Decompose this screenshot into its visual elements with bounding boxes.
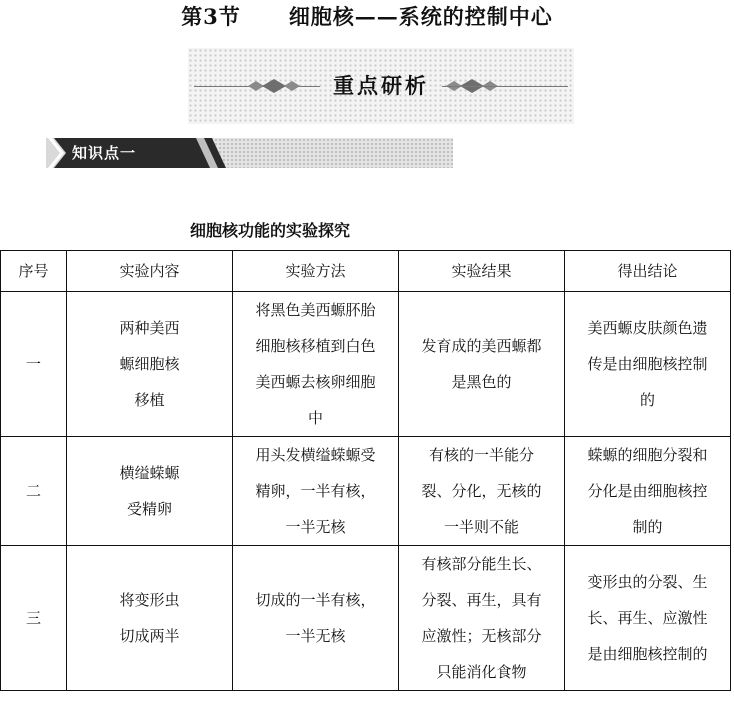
text-line: 移植 bbox=[134, 391, 165, 409]
experiment-content bbox=[67, 292, 233, 437]
text-line: 裂、分化，无核的 bbox=[421, 482, 542, 500]
text-line: 两种美西 bbox=[119, 319, 180, 337]
table-row bbox=[1, 546, 731, 691]
text-line: 长、再生、应激性 bbox=[587, 609, 708, 627]
experiment-content bbox=[67, 437, 233, 546]
experiment-method bbox=[233, 546, 399, 691]
text-line: 将变形虫 bbox=[119, 591, 180, 609]
text-line: 制的 bbox=[632, 518, 663, 536]
experiment-method bbox=[233, 292, 399, 437]
experiment-result bbox=[399, 292, 565, 437]
text-line: 只能消化食物 bbox=[436, 663, 527, 681]
table-row bbox=[1, 292, 731, 437]
experiment-table bbox=[0, 250, 731, 691]
experiment-method bbox=[233, 437, 399, 546]
text-line: 分化是由细胞核控 bbox=[587, 482, 708, 500]
header-index: 序号 bbox=[1, 251, 67, 292]
chapter-title bbox=[0, 4, 734, 30]
section-number: 第3节 bbox=[181, 4, 241, 29]
text-line: 螈细胞核 bbox=[119, 355, 180, 373]
header-result: 实验结果 bbox=[399, 251, 565, 292]
text-line: 精卵，一半有核， bbox=[255, 482, 376, 500]
header-conclusion: 得出结论 bbox=[565, 251, 731, 292]
banner-rule-right bbox=[442, 86, 568, 87]
experiment-result bbox=[399, 437, 565, 546]
text-line: 是黑色的 bbox=[451, 373, 512, 391]
text-line: 的 bbox=[639, 391, 655, 409]
text-line: 发育成的美西螈都 bbox=[421, 337, 542, 355]
text-line: 蝾螈的细胞分裂和 bbox=[587, 446, 708, 464]
table-caption: 细胞核功能的实验探究 bbox=[190, 221, 351, 240]
experiment-conclusion bbox=[565, 292, 731, 437]
experiment-conclusion bbox=[565, 546, 731, 691]
key-analysis-banner bbox=[188, 48, 574, 124]
diamond-ornament-icon bbox=[246, 78, 302, 94]
row-index: 三 bbox=[1, 546, 67, 691]
header-content: 实验内容 bbox=[67, 251, 233, 292]
knowledge-point-label: 知识点一 bbox=[72, 144, 137, 162]
text-line: 受精卵 bbox=[126, 500, 172, 518]
text-line: 细胞核移植到白色 bbox=[255, 337, 376, 355]
text-line: 变形虫的分裂、生 bbox=[587, 573, 708, 591]
section-title: 细胞核——系统的控制中心 bbox=[288, 4, 553, 29]
experiment-conclusion bbox=[565, 437, 731, 546]
text-line: 一半则不能 bbox=[443, 518, 519, 536]
text-line: 用头发横缢蝾螈受 bbox=[255, 446, 376, 464]
text-line: 是由细胞核控制的 bbox=[587, 645, 708, 663]
text-line: 美西螈去核卵细胞 bbox=[255, 373, 376, 391]
text-line: 横缢蝾螈 bbox=[119, 464, 180, 482]
experiment-result bbox=[399, 546, 565, 691]
text-line: 分裂、再生，具有 bbox=[421, 591, 542, 609]
text-line: 美西螈皮肤颜色遗 bbox=[587, 319, 708, 337]
table-header-row bbox=[1, 251, 731, 292]
text-line: 一半无核 bbox=[285, 627, 346, 645]
text-line: 传是由细胞核控制 bbox=[587, 355, 708, 373]
text-line: 有核的一半能分 bbox=[428, 446, 534, 464]
text-line: 一半无核 bbox=[285, 518, 346, 536]
text-line: 切成的一半有核， bbox=[255, 591, 376, 609]
text-line: 切成两半 bbox=[119, 627, 180, 645]
text-line: 将黑色美西螈肧胎 bbox=[255, 301, 376, 319]
text-line: 有核部分能生长、 bbox=[421, 555, 542, 573]
header-method: 实验方法 bbox=[233, 251, 399, 292]
experiment-content bbox=[67, 546, 233, 691]
table-row bbox=[1, 437, 731, 546]
row-index: 二 bbox=[1, 437, 67, 546]
banner-label: 重点研析 bbox=[333, 74, 429, 98]
text-line: 应激性；无核部分 bbox=[421, 627, 542, 645]
text-line: 中 bbox=[307, 409, 323, 427]
row-index: 一 bbox=[1, 292, 67, 437]
